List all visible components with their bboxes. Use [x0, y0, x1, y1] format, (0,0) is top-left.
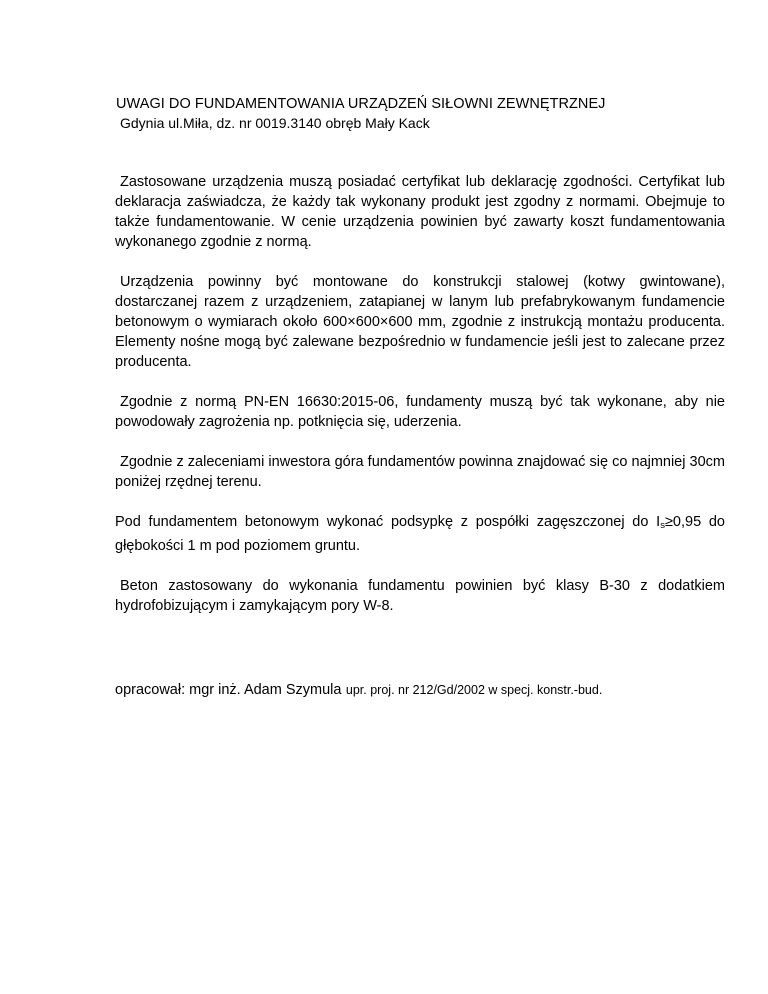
paragraph-concrete [115, 576, 725, 616]
paragraph-text: Zgodnie z normą PN-EN 16630:2015-06, fundamenty muszą być tak wykonane, aby nie powodowały zagrożenia np. potknięcia się, uderzenia. [115, 394, 725, 430]
subscript-s: s [660, 520, 665, 531]
document-title: UWAGI DO FUNDAMENTOWANIA URZĄDZEŃ SIŁOWNI ZEWNĘTRZNEJ [116, 96, 606, 112]
paragraph-mounting [115, 272, 725, 372]
paragraph-norm [115, 392, 725, 432]
paragraph-compaction [115, 512, 725, 556]
author-credentials: upr. proj. nr 212/Gd/2002 w specj. konstr.-bud. [345, 683, 603, 697]
document-header [116, 95, 716, 132]
document-footer [115, 681, 735, 699]
document-subtitle: Gdynia ul.Miła, dz. nr 0019.3140 obręb Mały Kack [120, 115, 430, 131]
author-signature: opracował: mgr inż. Adam Szymula [115, 682, 342, 698]
paragraph-investor [115, 452, 725, 492]
paragraph-certification [115, 172, 725, 252]
paragraph-text: Urządzenia powinny być montowane do konstrukcji stalowej (kotwy gwintowane), dostarczanej razem z urządzeniem, zatapianej w lanym lub prefabrykowanym fundamencie betonowym o wymiarach około 600×600×600 mm, zgodnie z instrukcją montażu producenta. Elementy nośne mogą być zalewane bezpośrednio w fundamencie jeśli jest to zalecane przez producenta. [115, 274, 725, 370]
document-body [115, 172, 725, 636]
paragraph-text-before: Pod fundamentem betonowym wykonać podsypkę z pospółki zagęszczonej do I [115, 514, 661, 530]
paragraph-text-after: ≥0,95 do głębokości 1 m pod poziomem gruntu. [115, 514, 725, 554]
paragraph-text: Zgodnie z zaleceniami inwestora góra fundamentów powinna znajdować się co najmniej 30cm poniżej rzędnej terenu. [115, 454, 725, 490]
paragraph-text: Zastosowane urządzenia muszą posiadać certyfikat lub deklarację zgodności. Certyfikat lub deklaracja zaświadcza, że każdy tak wykonany produkt jest zgodny z normami. Obejmuje to także fundamentowanie. W cenie urządzenia powinien być zawarty koszt fundamentowania wykonanego zgodnie z normą. [115, 174, 725, 250]
paragraph-text: Beton zastosowany do wykonania fundamentu powinien być klasy B-30 z dodatkiem hydrofobizującym i zamykającym pory W-8. [115, 578, 725, 614]
